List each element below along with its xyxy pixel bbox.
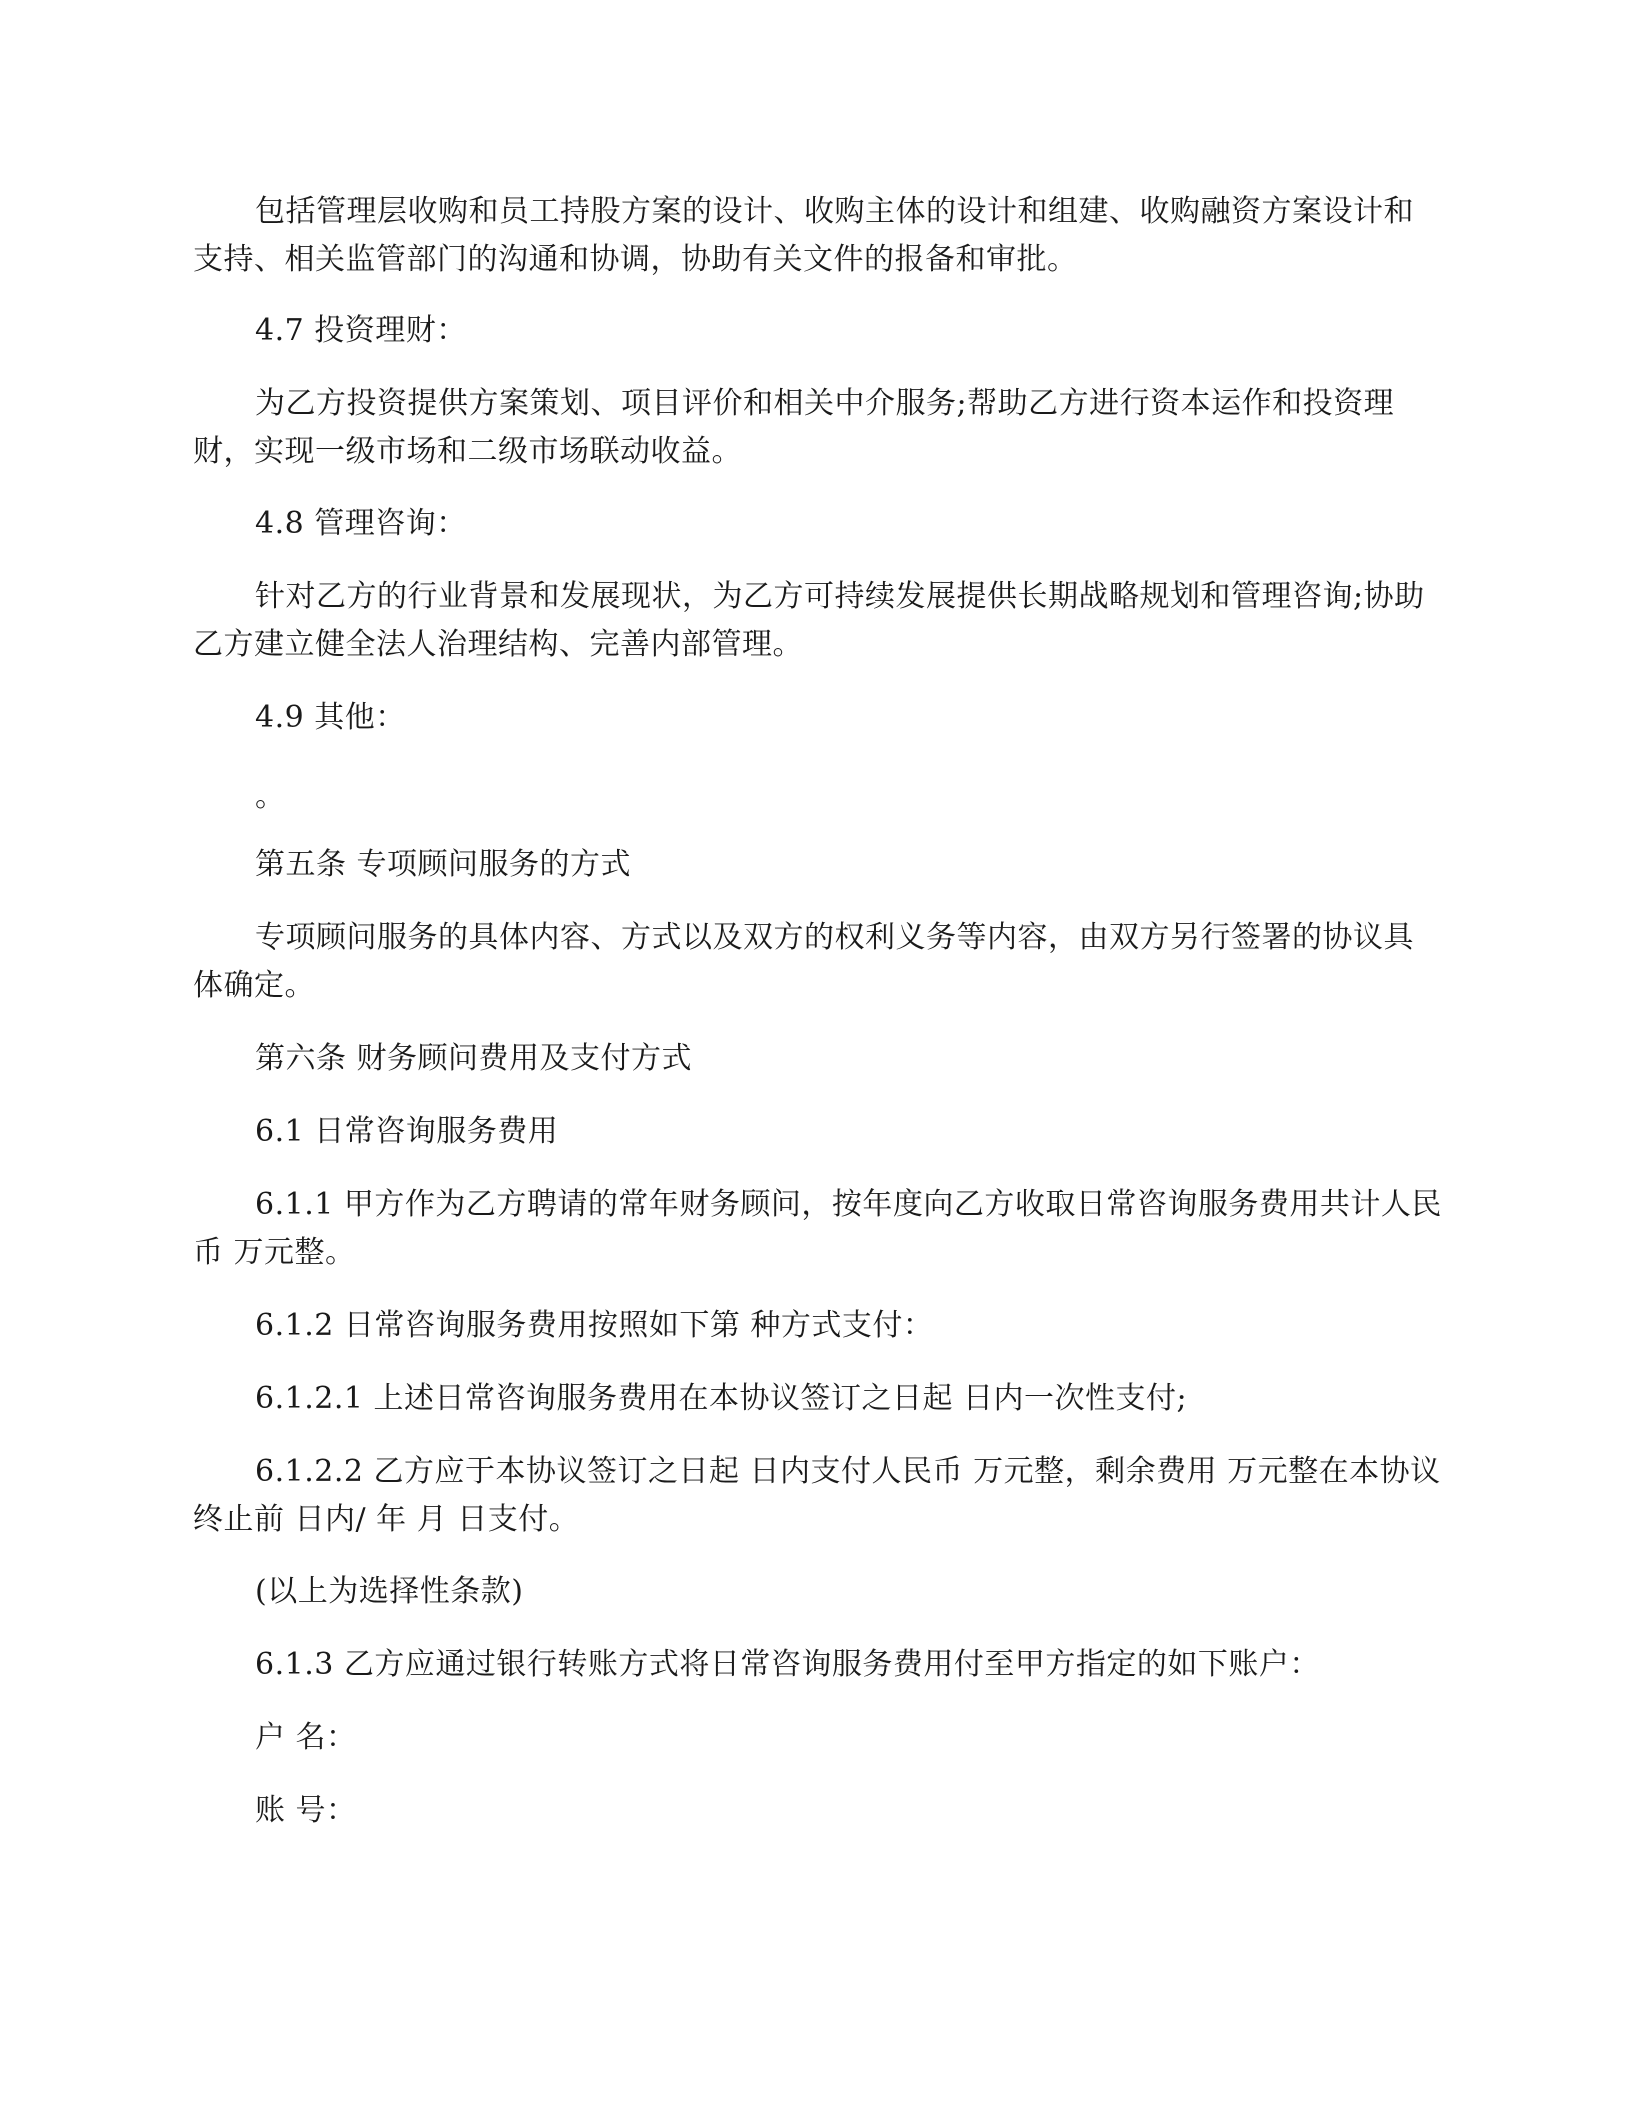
paragraph-mbo-services: 包括管理层收购和员工持股方案的设计、收购主体的设计和组建、收购融资方案设计和支持、相关监管部门的沟通和协调，协助有关文件的报备和审批。: [193, 194, 1414, 277]
heading-4-8-management: 4.8 管理咨询：: [255, 506, 467, 541]
paragraph-article-5-body: 专项顾问服务的具体内容、方式以及双方的权利义务等内容，由双方另行签署的协议具体确定。: [193, 920, 1414, 1003]
heading-article-5: 第五条 专项顾问服务的方式: [255, 847, 632, 882]
paragraph-optional-note: (以上为选择性条款): [255, 1574, 524, 1609]
heading-6-1: 6.1 日常咨询服务费用: [255, 1114, 559, 1149]
paragraph-6-1-1: 6.1.1 甲方作为乙方聘请的常年财务顾问，按年度向乙方收取日常咨询服务费用共计人民币 万元整。: [193, 1187, 1442, 1270]
paragraph-6-1-2-2: 6.1.2.2 乙方应于本协议签订之日起 日内支付人民币 万元整，剩余费用 万元整在本协议终止前 日内/ 年 月 日支付。: [193, 1454, 1441, 1537]
paragraph-6-1-2-1: 6.1.2.1 上述日常咨询服务费用在本协议签订之日起 日内一次性支付;: [255, 1381, 1188, 1416]
heading-4-7-investment: 4.7 投资理财：: [255, 313, 467, 348]
paragraph-other-blank: 。: [255, 779, 286, 814]
paragraph-6-1-2: 6.1.2 日常咨询服务费用按照如下第 种方式支付：: [255, 1308, 934, 1343]
paragraph-management-services: 针对乙方的行业背景和发展现状，为乙方可持续发展提供长期战略规划和管理咨询;协助乙方建立健全法人治理结构、完善内部管理。: [193, 579, 1425, 662]
field-account-name: 户 名：: [255, 1720, 357, 1755]
paragraph-6-1-3: 6.1.3 乙方应通过银行转账方式将日常咨询服务费用付至甲方指定的如下账户：: [255, 1647, 1320, 1682]
heading-4-9-other: 4.9 其他：: [255, 700, 406, 735]
heading-article-6: 第六条 财务顾问费用及支付方式: [255, 1041, 693, 1076]
paragraph-investment-services: 为乙方投资提供方案策划、项目评价和相关中介服务;帮助乙方进行资本运作和投资理财，实现一级市场和二级市场联动收益。: [193, 386, 1395, 469]
field-account-number: 账 号：: [255, 1793, 357, 1828]
